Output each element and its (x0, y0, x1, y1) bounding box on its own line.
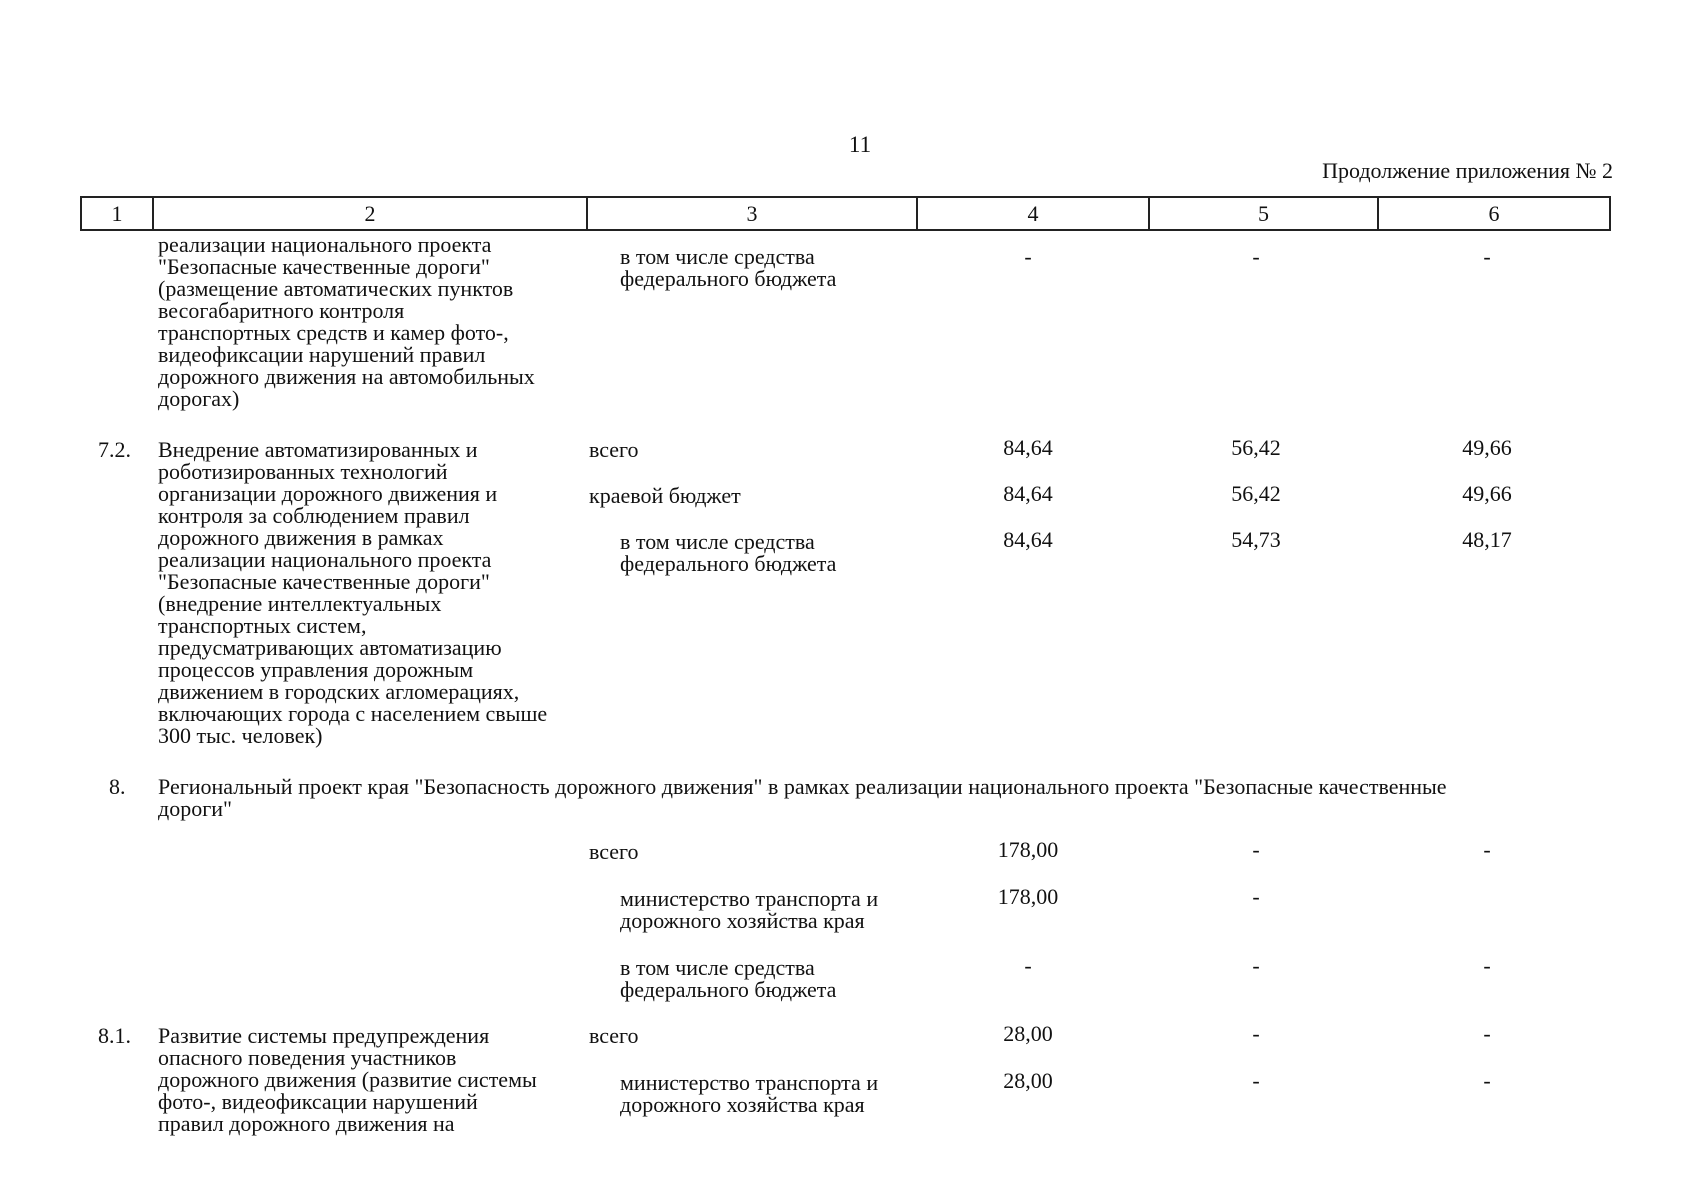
row-81-ministry-value-5: - (1252, 1068, 1260, 1093)
row-72-description: Внедрение автоматизированных и роботизированных технологий организации дорожного движения и контроля за соблюдением правил дорожного движения в рамках реализации национального проекта "Безопасные качественные дороги" (внедрение интеллектуальных транспортных систем, предусматривающих автоматизацию процессов управления дорожным движением в городских агломерациях, включающих города с населением свыше 300 тыс. человек) (158, 437, 548, 748)
row-8-ministry-value-4: 178,00 (997, 884, 1059, 909)
row-72-federal-value-4: 84,64 (1003, 527, 1053, 552)
row-81-ministry-value-4: 28,00 (1003, 1068, 1053, 1093)
row-81-total-value-5: - (1252, 1021, 1260, 1046)
row-72-federal-value-6: 48,17 (1462, 527, 1512, 552)
row-72-regional-value-6: 49,66 (1462, 481, 1512, 506)
header-col-3: 3 (588, 198, 918, 229)
row-8-total-value-4: 178,00 (997, 837, 1059, 862)
row-81-source-total: всего (589, 1023, 639, 1048)
row-8-federal-value-6: - (1483, 953, 1491, 978)
row-8-source-total: всего (589, 839, 639, 864)
row-8-total-value-5: - (1252, 837, 1260, 862)
header-col-1: 1 (82, 198, 154, 229)
row-8-federal-value-4: - (1024, 953, 1032, 978)
row-81-total-value-4: 28,00 (1003, 1021, 1053, 1046)
header-col-6: 6 (1488, 201, 1500, 226)
row-8-description: Региональный проект края "Безопасность дорожного движения" в рамках реализации национального проекта "Безопасные качественные дороги" (158, 774, 1447, 821)
row-72-total-value-5: 56,42 (1231, 435, 1281, 460)
row-72-total-value-6: 49,66 (1462, 435, 1512, 460)
row-cont-source: в том числе средства федерального бюджета (620, 244, 837, 291)
row-81-total-value-6: - (1483, 1021, 1491, 1046)
row-cont-value-6: - (1483, 244, 1491, 269)
row-8-federal-value-5: - (1252, 953, 1260, 978)
row-72-number: 7.2. (98, 437, 131, 462)
row-81-number: 8.1. (98, 1023, 131, 1048)
row-8-total-value-6: - (1483, 837, 1491, 862)
row-cont-description: реализации национального проекта "Безопасные качественные дороги" (размещение автоматических пунктов весогабаритного контроля транспортных средств и камер фото-, видеофиксации нарушений правил дорожного движения на автомобильных дорогах) (158, 232, 535, 411)
page-number: 11 (848, 132, 872, 157)
row-72-source-regional: краевой бюджет (589, 483, 741, 508)
row-81-description: Развитие системы предупреждения опасного поведения участников дорожного движения (развитие системы фото-, видеофиксации нарушений правил дорожного движения на (158, 1023, 537, 1136)
row-cont-value-4: - (1024, 244, 1032, 269)
row-72-total-value-4: 84,64 (1003, 435, 1053, 460)
row-72-source-federal: в том числе средства федерального бюджета (620, 529, 837, 576)
row-8-source-ministry: министерство транспорта и дорожного хозяйства края (620, 886, 879, 933)
table-header-row (80, 196, 1611, 231)
header-col-5: 5 (1150, 198, 1379, 229)
row-8-source-federal: в том числе средства федерального бюджета (620, 955, 837, 1002)
continuation-note: Продолжение приложения № 2 (1322, 158, 1613, 183)
row-72-regional-value-5: 56,42 (1231, 481, 1281, 506)
row-72-regional-value-4: 84,64 (1003, 481, 1053, 506)
row-72-source-total: всего (589, 437, 639, 462)
header-col-4: 4 (918, 198, 1150, 229)
row-72-federal-value-5: 54,73 (1231, 527, 1281, 552)
row-81-ministry-value-6: - (1483, 1068, 1491, 1093)
row-cont-value-5: - (1252, 244, 1260, 269)
row-8-ministry-value-5: - (1252, 884, 1260, 909)
row-81-source-ministry: министерство транспорта и дорожного хозяйства края (620, 1070, 879, 1117)
row-8-number: 8. (109, 774, 126, 799)
header-col-2: 2 (154, 198, 588, 229)
